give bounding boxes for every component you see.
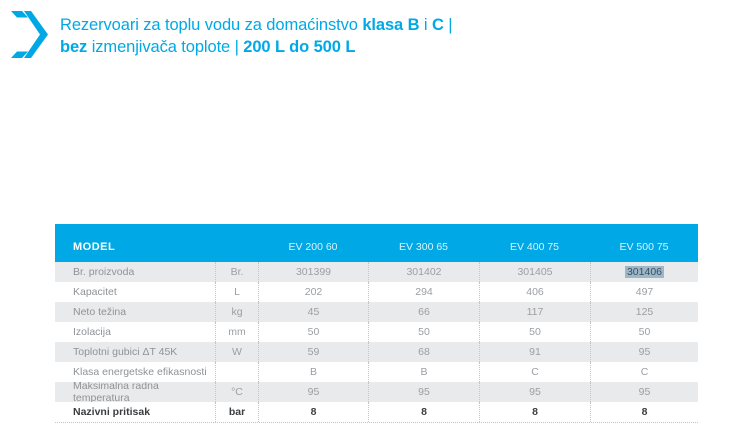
- cell-value: 95: [529, 386, 541, 398]
- chevron-logo-icon: [10, 11, 48, 58]
- table-row: [55, 382, 698, 402]
- spec-table: [55, 224, 698, 423]
- cell-value: 8: [641, 406, 648, 418]
- row-unit: W: [215, 342, 258, 362]
- row-label: Br. proizvoda: [73, 266, 135, 278]
- cell-value: 301405: [517, 266, 553, 278]
- model-column-header: EV 300 65: [398, 241, 449, 253]
- model-column-header: EV 400 75: [509, 241, 560, 253]
- table-row: [55, 362, 698, 382]
- cell-value: 91: [529, 346, 541, 358]
- cell-value: 406: [526, 286, 544, 298]
- row-unit: [215, 362, 258, 382]
- table-row: [55, 302, 698, 322]
- row-label: Kapacitet: [73, 286, 117, 298]
- cell-value: 95: [307, 386, 320, 398]
- cell-value: 8: [421, 406, 427, 418]
- cell-value: B: [309, 366, 317, 378]
- page-title: [60, 14, 452, 58]
- row-unit: kg: [215, 302, 258, 322]
- cell-value: 95: [418, 386, 430, 398]
- table-row: [55, 342, 698, 362]
- cell-value: 117: [526, 306, 544, 318]
- cell-value: 301399: [295, 266, 332, 278]
- cell-value: 202: [304, 286, 323, 298]
- cell-value: 95: [638, 346, 651, 358]
- model-header-cell: MODEL: [73, 241, 116, 253]
- table-row: [55, 402, 698, 422]
- row-unit: bar: [215, 402, 258, 422]
- row-unit: Br.: [215, 262, 258, 282]
- unit-header-cell: [215, 224, 258, 262]
- cell-value: 45: [307, 306, 320, 318]
- cell-value: 8: [532, 406, 538, 418]
- model-column-header: EV 200 60: [288, 241, 338, 253]
- cell-value: 50: [638, 326, 651, 338]
- document-header: [10, 11, 452, 58]
- cell-value: 50: [307, 326, 320, 338]
- table-row: [55, 262, 698, 282]
- cell-value: C: [640, 366, 649, 378]
- table-body: [55, 262, 698, 423]
- cell-value: 50: [418, 326, 430, 338]
- cell-value: 301402: [406, 266, 442, 278]
- row-unit: L: [215, 282, 258, 302]
- cell-value: B: [420, 366, 428, 378]
- row-unit: °C: [215, 382, 258, 402]
- row-label: Izolacija: [73, 326, 111, 338]
- table-row: [55, 322, 698, 342]
- table-row: [55, 282, 698, 302]
- table-header-row: [55, 224, 698, 262]
- row-label: Neto težina: [73, 306, 127, 318]
- cell-value: 95: [638, 386, 651, 398]
- cell-value: 50: [529, 326, 541, 338]
- page-title-line-1: Rezervoari za toplu vodu za domaćinstvo klasa B i C |: [60, 16, 453, 34]
- cell-value: C: [531, 366, 539, 378]
- model-column-header: EV 500 75: [619, 241, 669, 253]
- cell-value: 294: [415, 286, 433, 298]
- row-label: Klasa energetske efikasnosti: [73, 366, 207, 378]
- row-label: Toplotni gubici ΔT 45K: [73, 346, 178, 358]
- selected-cell-value: 301406: [626, 266, 663, 278]
- page-title-line-2: bez izmenjivača toplote | 200 L do 500 L: [60, 38, 356, 56]
- cell-value: 59: [307, 346, 320, 358]
- row-label: Nazivni pritisak: [73, 406, 151, 418]
- cell-value: 497: [635, 286, 654, 298]
- cell-value: 68: [418, 346, 430, 358]
- cell-value: 66: [418, 306, 430, 318]
- row-label: Maksimalna radna temperatura: [73, 382, 159, 402]
- row-unit: mm: [215, 322, 258, 342]
- cell-value: 125: [635, 306, 654, 318]
- cell-value: 8: [310, 406, 317, 418]
